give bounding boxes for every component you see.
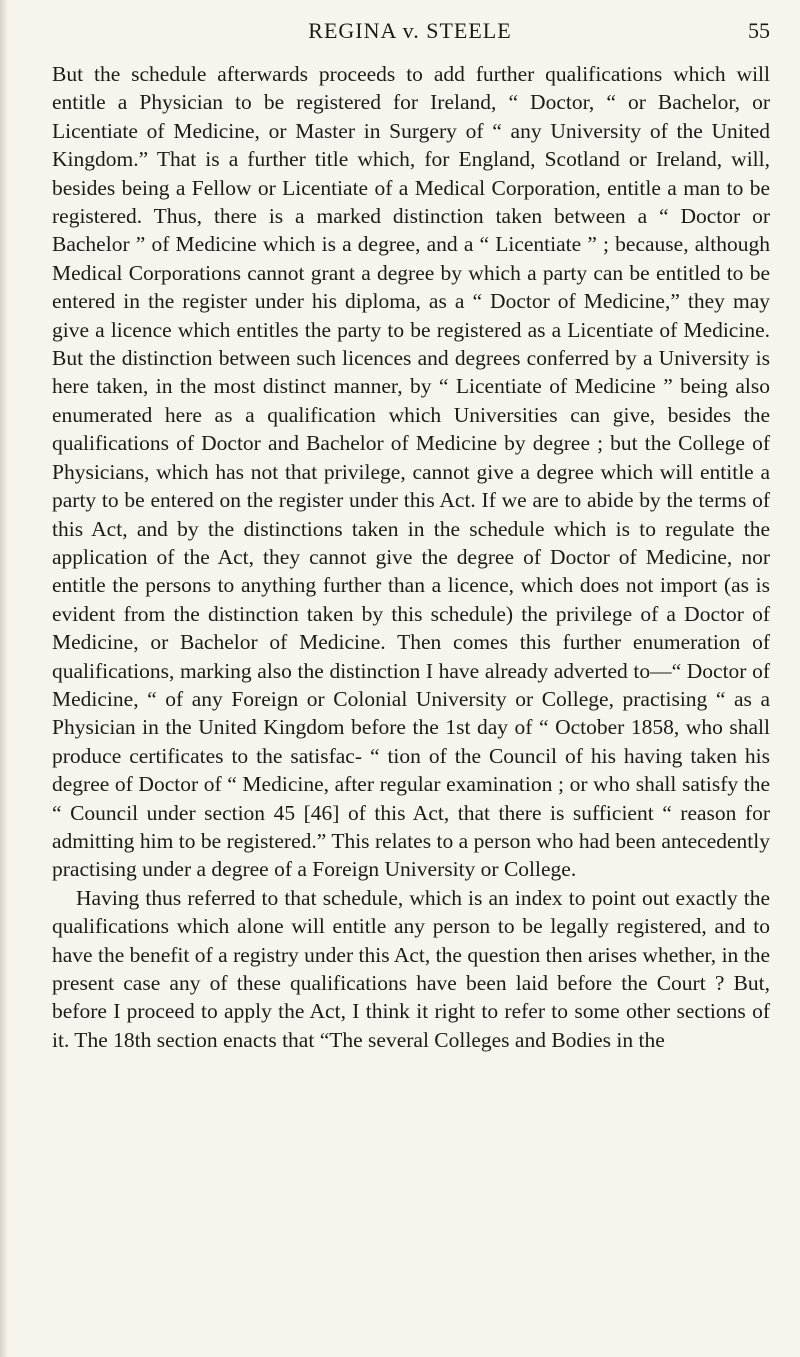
running-head: REGINA v. STEELE [308,18,512,43]
body-text [52,60,770,1054]
page-header [50,18,770,48]
page-number: 55 [748,18,770,43]
paragraph-2: Having thus referred to that schedule, which is an index to point out exactly the qualifications which alone will entitle any person to be legally registered, and to have the benefit of a registry under this Act, the question then arises whether, in the present case any of these qualifications have been laid before the Court ? But, before I proceed to apply the Act, I think it right to refer to some other sections of it. The 18th section enacts that “The several Colleges and Bodies in the [52,885,770,1052]
page-gutter-shadow [0,0,8,1357]
paragraph-1: But the schedule afterwards proceeds to add further qualifications which will entitle a Physician to be registered for Ireland, “ Doctor, “ or Bachelor, or Licentiate of Medicine, or Master in Surgery of “ any University of the United Kingdom.” That is a further title which, for England, Scotland or Ireland, will, besides being a Fellow or Licentiate of a Medical Corporation, entitle a man to be registered. Thus, there is a marked distinction taken between a “ Doctor or Bachelor ” of Medicine which is a degree, and a “ Licentiate ” ; because, although Medical Corporations cannot grant a degree by which a party can be entitled to be entered in the register under his diploma, as a “ Doctor of Medicine,” they may give a licence which entitles the party to be registered as a Licentiate of Medicine. But the distinction between such licences and degrees conferred by a University is here taken, in the most distinct manner, by “ Licentiate of Medicine ” being also enumerated here as a qualification which Universities can give, besides the qualifications of Doctor and Bachelor of Medicine by degree ; but the College of Physicians, which has not that privilege, cannot give a degree which will entitle a party to be entered on the register under this Act. If we are to abide by the terms of this Act, and by the distinctions taken in the schedule which is to regulate the application of the Act, they cannot give the degree of Doctor of Medicine, nor entitle the persons to anything further than a licence, which does not import (as is evident from the distinction taken by this schedule) the privilege of a Doctor of Medicine, or Bachelor of Medicine. Then comes this further enumeration of qualifications, marking also the distinction I have already adverted to—“ Doctor of Medicine, “ of any Foreign or Colonial University or College, practising “ as a Physician in the United Kingdom before the 1st day of “ October 1858, who shall produce certificates to the satisfac- “ tion of the Council of his having taken his degree of Doctor of “ Medicine, after regular examination ; or who shall satisfy the “ Council under section 45 [46] of this Act, that there is sufficient “ reason for admitting him to be registered.” This relates to a person who had been antecedently practising under a degree of a Foreign University or College. [52,62,770,882]
